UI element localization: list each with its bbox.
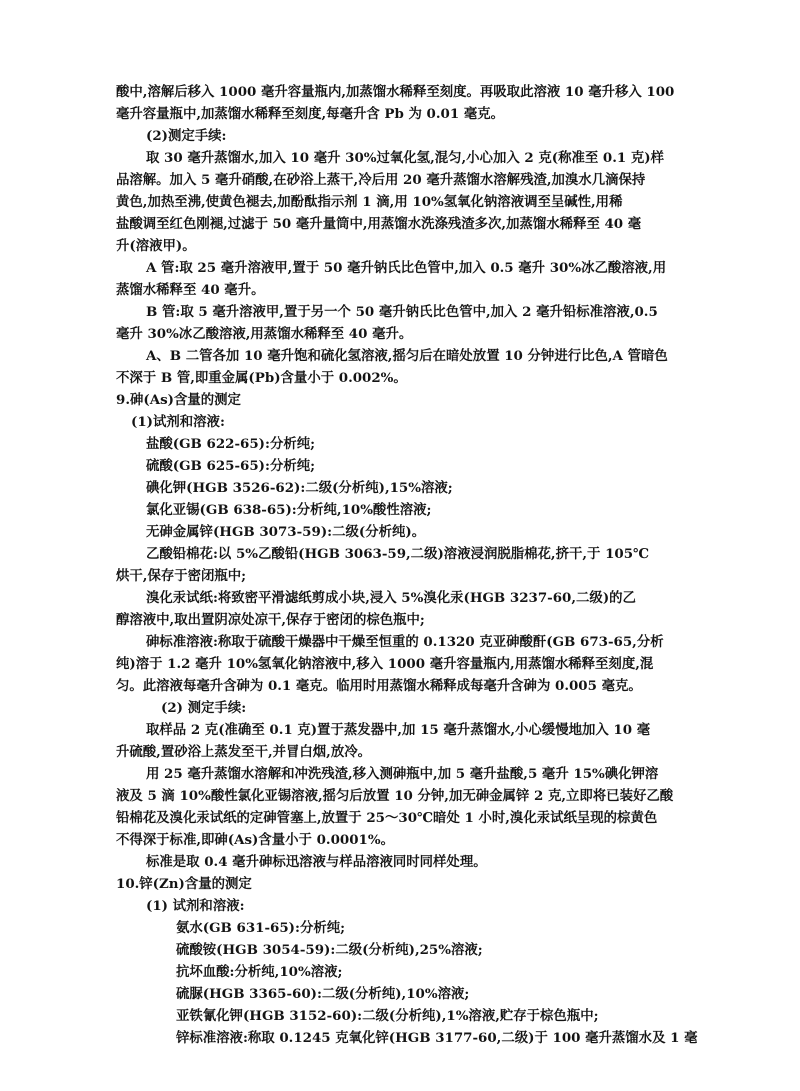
text-line: 氨水(GB 631-65):分析纯; — [176, 920, 346, 936]
text-line: 烘干,保存于密闭瓶中; — [116, 568, 247, 584]
text-line: 硫酸铵(HGB 3054-59):二级(分析纯),25%溶液; — [176, 942, 483, 958]
text-line: 硫脲(HGB 3365-60):二级(分析纯),10%溶液; — [176, 986, 470, 1002]
text-line: 不深于 B 管,即重金属(Pb)含量小于 0.002%。 — [116, 370, 407, 386]
section-heading: 9.砷(As)含量的测定 — [116, 392, 241, 408]
text-line: 无砷金属锌(HGB 3073-59):二级(分析纯)。 — [146, 524, 426, 540]
text-line: 砷标准溶液:称取于硫酸干燥器中干燥至恒重的 0.1320 克亚砷酸酐(GB 673-65,分析 — [146, 634, 664, 650]
text-line: 取 30 毫升蒸馏水,加入 10 毫升 30%过氧化氢,混匀,小心加入 2 克(称准至 0.1 克)样 — [146, 150, 665, 166]
text-line: 铅棉花及溴化汞试纸的定砷管塞上,放置于 25～30℃暗处 1 小时,溴化汞试纸呈现的棕黄色 — [116, 810, 658, 826]
text-line: 黄色,加热至沸,使黄色褪去,加酚酞指示剂 1 滴,用 10%氢氧化钠溶液调至呈碱性,用稀 — [116, 194, 623, 210]
text-line: 抗坏血酸:分析纯,10%溶液; — [176, 964, 343, 980]
text-line: 盐酸调至红色刚褪,过滤于 50 毫升量筒中,用蒸馏水洗涤残渣多次,加蒸馏水稀释至 40 毫 — [116, 216, 642, 232]
text-line: 品溶解。加入 5 毫升硝酸,在砂浴上蒸干,冷后用 20 毫升蒸馏水溶解残渣,加溴水几滴保持 — [116, 172, 646, 188]
text-line: 乙酸铅棉花:以 5%乙酸铅(HGB 3063-59,二级)溶液浸润脱脂棉花,挤干,于 105℃ — [146, 546, 650, 562]
text-line: 盐酸(GB 622-65):分析纯; — [146, 436, 316, 452]
text-line: 碘化钾(HGB 3526-62):二级(分析纯),15%溶液; — [146, 480, 453, 496]
text-line: 液及 5 滴 10%酸性氯化亚锡溶液,摇匀后放置 10 分钟,加无砷金属锌 2 克,立即将已装好乙酸 — [116, 788, 674, 804]
text-line: 酸中,溶解后移入 1000 毫升容量瓶内,加蒸馏水稀释至刻度。再吸取此溶液 10 毫升移入 100 — [116, 84, 675, 100]
text-line: 氯化亚锡(GB 638-65):分析纯,10%酸性溶液; — [146, 502, 432, 518]
text-line: A 管:取 25 毫升溶液甲,置于 50 毫升钠氏比色管中,加入 0.5 毫升 30%冰乙酸溶液,用 — [146, 260, 667, 276]
text-line: 溴化汞试纸:将致密平滑滤纸剪成小块,浸入 5%溴化汞(HGB 3237-60,二级)的乙 — [146, 590, 636, 606]
text-line: 取样品 2 克(准确至 0.1 克)置于蒸发器中,加 15 毫升蒸馏水,小心缓慢地加入 10 毫 — [146, 722, 651, 738]
text-line: 升硫酸,置砂浴上蒸发至干,并冒白烟,放冷。 — [116, 744, 372, 760]
text-line: 纯)溶于 1.2 毫升 10%氢氧化钠溶液中,移入 1000 毫升容量瓶内,用蒸馏水稀释至刻度,混 — [116, 656, 654, 672]
text-line: 不得深于标准,即砷(As)含量小于 0.0001%。 — [116, 832, 394, 848]
text-line: (2)测定手续: — [146, 128, 227, 144]
subsection-heading: (2) 测定手续: — [161, 700, 247, 716]
text-line: 蒸馏水稀释至 40 毫升。 — [116, 282, 265, 298]
text-line: 锌标准溶液:称取 0.1245 克氧化锌(HGB 3177-60,二级)于 100 毫升蒸馏水及 1 毫 — [176, 1030, 698, 1046]
subsection-heading: (1)试剂和溶液: — [131, 414, 225, 430]
text-line: 硫酸(GB 625-65):分析纯; — [146, 458, 316, 474]
text-line: 用 25 毫升蒸馏水溶解和冲洗残渣,移入测砷瓶中,加 5 毫升盐酸,5 毫升 15%碘化钾溶 — [146, 766, 659, 782]
text-line: A、B 二管各加 10 毫升饱和硫化氢溶液,摇匀后在暗处放置 10 分钟进行比色,A 管暗色 — [146, 348, 668, 364]
text-line: 匀。此溶液每毫升含砷为 0.1 毫克。临用时用蒸馏水稀释成每毫升含砷为 0.005 毫克。 — [116, 678, 642, 694]
text-line: 毫升 30%冰乙酸溶液,用蒸馏水稀释至 40 毫升。 — [116, 326, 413, 342]
text-line: 标准是取 0.4 毫升砷标迅溶液与样品溶液同时同样处理。 — [146, 854, 487, 870]
text-line: 升(溶液甲)。 — [116, 238, 196, 254]
text-line: B 管:取 5 毫升溶液甲,置于另一个 50 毫升钠氏比色管中,加入 2 毫升铅标准溶液,0.5 — [146, 304, 658, 320]
subsection-heading: (1) 试剂和溶液: — [146, 898, 245, 914]
text-line: 醇溶液中,取出置阴凉处凉干,保存于密闭的棕色瓶中; — [116, 612, 425, 628]
text-line: 亚铁氰化钾(HGB 3152-60):二级(分析纯),1%溶液,贮存于棕色瓶中; — [176, 1008, 599, 1024]
section-heading: 10.锌(Zn)含量的测定 — [116, 876, 252, 892]
text-line: 毫升容量瓶中,加蒸馏水稀释至刻度,每毫升含 Pb 为 0.01 毫克。 — [116, 106, 504, 122]
